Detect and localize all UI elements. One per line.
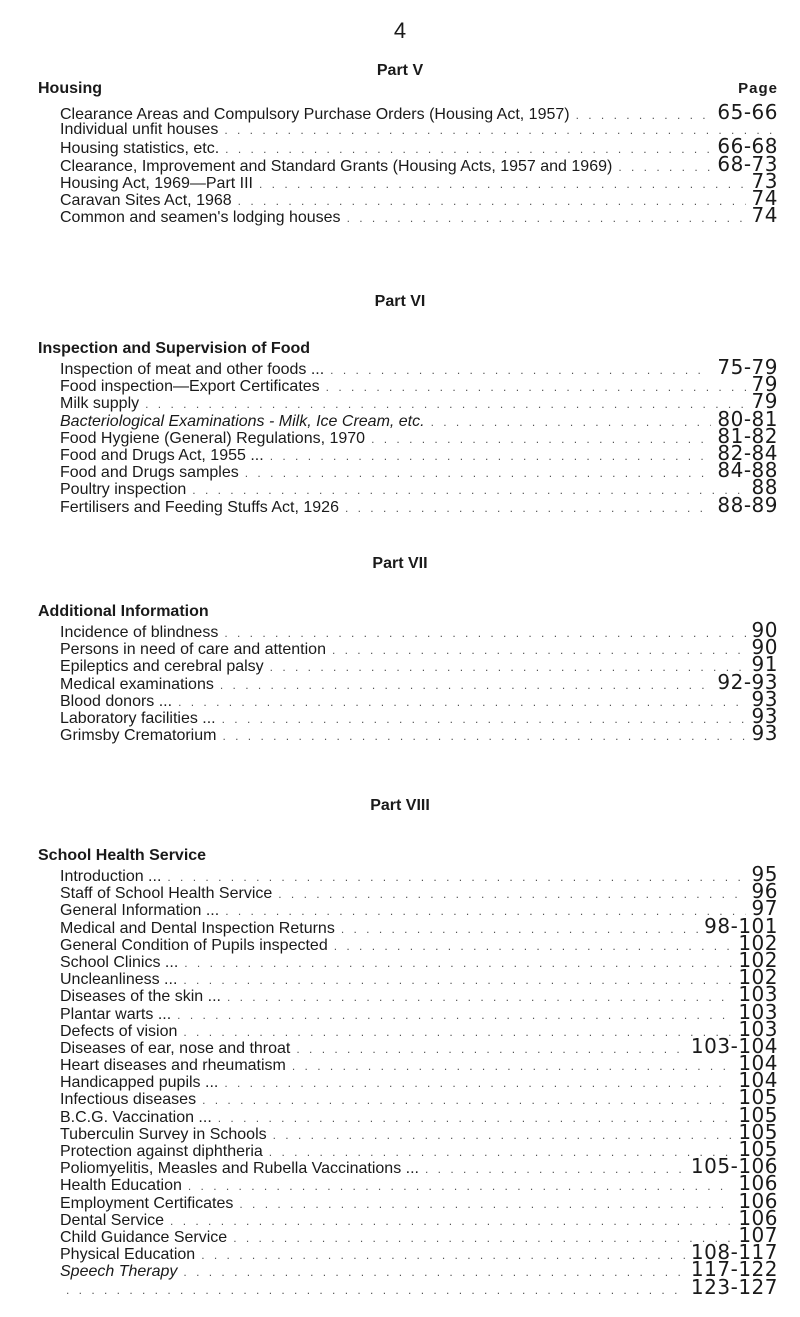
dot-leader: [224, 1075, 732, 1092]
dot-leader: [184, 955, 732, 972]
toc-entry-page: 98-101: [704, 913, 778, 938]
toc-entry-page: 88: [751, 475, 778, 500]
toc-entry-title: Medical examinations: [60, 675, 214, 693]
toc-entry: [60, 1222, 778, 1247]
page-column-label: Page: [738, 80, 778, 97]
toc-entry-title: Food Hygiene (General) Regulations, 1970: [60, 429, 366, 447]
toc-list-part-vi: [60, 355, 778, 517]
dot-leader: [326, 379, 746, 396]
dot-leader: [245, 465, 712, 482]
toc-entry-title: Introduction ...: [60, 868, 162, 885]
toc-entry-page: 103: [738, 982, 778, 1007]
toc-entry-title: Handicapped pupils ...: [60, 1074, 219, 1092]
dot-leader: [183, 1024, 732, 1041]
toc-entry: [60, 1240, 778, 1265]
dot-leader: [183, 1264, 685, 1281]
toc-entry: [60, 423, 778, 448]
toc-entry: [60, 121, 778, 138]
toc-entry-page: 93: [751, 686, 778, 711]
toc-entry-title: Dental Service: [60, 1211, 165, 1229]
section-heading: School Health Service: [38, 847, 207, 864]
dot-leader: [618, 159, 711, 176]
toc-entry: [60, 982, 778, 1007]
toc-entry-page: 66-68: [717, 134, 778, 159]
dot-leader: [238, 193, 746, 210]
toc-entry-title: Housing Act, 1969—Part III: [60, 174, 253, 192]
toc-entry-page: 117-122: [690, 1257, 778, 1282]
toc-entry: [60, 134, 778, 159]
toc-entry-title: Defects of vision: [60, 1022, 178, 1040]
toc-entry: [60, 458, 778, 483]
toc-entry-page: 106: [738, 1171, 778, 1196]
dot-leader: [292, 1058, 732, 1075]
dot-leader: [218, 1110, 733, 1127]
toc-entry: [60, 406, 778, 431]
part-heading: Part VI: [374, 293, 426, 310]
dot-leader: [183, 972, 732, 989]
toc-entry-page: 102: [738, 947, 778, 972]
toc-entry-page: 79: [751, 372, 778, 397]
toc-entry-title: Bacteriological Examinations - Milk, Ice Cream, etc.: [60, 412, 425, 430]
dot-leader: [170, 1213, 732, 1230]
toc-entry: [60, 913, 778, 938]
toc-entry-title: Individual unfit houses: [60, 121, 219, 139]
toc-entry-title: Food and Drugs Act, 1955 ...: [60, 446, 264, 464]
toc-entry: [60, 492, 778, 517]
dot-leader: [227, 989, 732, 1006]
toc-entry-title: Health Education: [60, 1177, 182, 1195]
toc-entry-title: Protection against diphtheria: [60, 1143, 263, 1160]
toc-entry: [60, 100, 778, 124]
toc-entry-page: 105-106: [690, 1154, 778, 1179]
toc-entry-title: Food inspection—Export Certificates: [60, 378, 320, 396]
toc-entry: [60, 703, 778, 728]
toc-entry-title: Grimsby Crematorium: [60, 727, 217, 745]
toc-entry-title: Staff of School Health Service: [60, 885, 273, 903]
toc-entry-page: 74: [751, 203, 778, 228]
toc-entry-page: 74: [751, 185, 778, 210]
dot-leader: [341, 921, 698, 938]
dot-leader: [220, 677, 712, 694]
dot-leader: [269, 1144, 733, 1161]
toc-entry-title: B.C.G. Vaccination ...: [60, 1108, 212, 1126]
toc-entry: [60, 389, 778, 414]
toc-entry-title: Diseases of the skin ...: [60, 988, 221, 1006]
toc-entry-page: 105: [738, 1102, 778, 1127]
dot-leader: [296, 1041, 685, 1058]
toc-entry: [60, 1205, 778, 1230]
toc-entry-page: 97: [751, 896, 778, 921]
dot-leader: [239, 1196, 732, 1213]
dot-leader: [222, 711, 746, 728]
section-heading: Housing: [38, 80, 102, 97]
dot-leader: [332, 642, 746, 659]
toc-entry: [60, 721, 778, 746]
dot-leader: [330, 362, 711, 379]
toc-entry-title: Caravan Sites Act, 1968: [60, 191, 232, 209]
dot-leader: [371, 431, 711, 448]
dot-leader: [202, 1092, 732, 1109]
toc-entry-title: Poultry inspection: [60, 481, 187, 499]
dot-leader: [178, 694, 745, 711]
dot-leader: [66, 1282, 685, 1299]
toc-entry-page: 79: [751, 389, 778, 414]
page-number: 4: [393, 18, 407, 43]
toc-entry-page: 106: [738, 1188, 778, 1213]
toc-entry: [60, 168, 778, 193]
toc-entry-title: Clearance Areas and Compulsory Purchase Orders (Housing Act, 1957): [60, 106, 570, 123]
toc-entry: [60, 1274, 778, 1299]
toc-entry: [60, 440, 778, 465]
toc-entry-title: Clearance, Improvement and Standard Grants (Housing Acts, 1957 and 1969): [60, 157, 613, 175]
toc-entry-title: Speech Therapy: [60, 1263, 178, 1281]
dot-leader: [201, 1247, 685, 1264]
toc-entry-title: Epileptics and cerebral palsy: [60, 658, 264, 676]
toc-entry-title: Diseases of ear, nose and throat: [60, 1039, 291, 1057]
toc-entry: [60, 862, 778, 886]
toc-entry: [60, 635, 778, 660]
toc-entry-page: 105: [738, 1085, 778, 1110]
dot-leader: [145, 396, 745, 413]
dot-leader: [225, 903, 745, 920]
toc-entry-page: 73: [751, 168, 778, 193]
toc-entry-page: 90: [751, 618, 778, 642]
toc-entry: [60, 1119, 778, 1144]
part-heading: Part V: [376, 62, 424, 79]
toc-entry: [60, 965, 778, 990]
toc-entry-title: Uncleanliness ...: [60, 971, 178, 989]
toc-entry: [60, 947, 778, 972]
toc-entry: [60, 1085, 778, 1110]
dot-leader: [425, 1161, 685, 1178]
toc-entry: [60, 896, 778, 921]
toc-entry-title: Housing statistics, etc.: [60, 140, 220, 158]
dot-leader: [270, 448, 712, 465]
toc-entry-page: 103-104: [690, 1033, 778, 1058]
toc-entry: [60, 1102, 778, 1127]
toc-entry: [60, 1171, 778, 1196]
toc-entry: [60, 475, 778, 500]
toc-entry-page: 90: [751, 635, 778, 660]
toc-entry-page: 93: [751, 703, 778, 728]
dot-leader: [192, 482, 745, 499]
section-heading: Inspection and Supervision of Food: [38, 340, 311, 357]
toc-entry-page: 81-82: [717, 423, 778, 448]
toc-entry-title: Inspection of meat and other foods ...: [60, 361, 325, 378]
toc-entry: [60, 1051, 778, 1076]
toc-entry-title: Milk supply: [60, 395, 140, 413]
toc-entry-page: 82-84: [717, 440, 778, 465]
dot-leader: [224, 122, 772, 139]
toc-entry-title: Common and seamen's lodging houses: [60, 209, 341, 227]
toc-entry: [60, 1137, 778, 1161]
toc-entry-page: 91: [751, 652, 778, 677]
toc-entry-title: School Clinics ...: [60, 953, 179, 971]
toc-entry-page: 75-79: [717, 355, 778, 379]
toc-entry-page: 84-88: [717, 458, 778, 483]
toc-entry-page: 104: [738, 1068, 778, 1093]
toc-entry-page: 93: [751, 721, 778, 746]
toc-entry: [60, 652, 778, 677]
toc-entry-title: Laboratory facilities ...: [60, 709, 216, 727]
section-heading: Additional Information: [38, 603, 209, 620]
toc-entry-page: 108-117: [690, 1240, 778, 1265]
toc-list-part-vii: [60, 618, 778, 746]
toc-entry: [60, 355, 778, 379]
toc-entry-page: 107: [738, 1222, 778, 1247]
dot-leader: [270, 659, 746, 676]
toc-entry-page: 104: [738, 1051, 778, 1076]
toc-entry-title: Employment Certificates: [60, 1194, 234, 1212]
toc-entry-page: 106: [738, 1205, 778, 1230]
toc-entry: [60, 372, 778, 397]
toc-entry-title: Infectious diseases: [60, 1091, 197, 1109]
toc-entry-title: Food and Drugs samples: [60, 464, 239, 482]
toc-entry: [60, 203, 778, 228]
toc-entry-title: General Condition of Pupils inspected: [60, 936, 328, 954]
toc-entry-page: 80-81: [717, 406, 778, 431]
dot-leader: [347, 210, 746, 227]
dot-leader: [345, 500, 711, 517]
toc-list-part-viii: [60, 862, 778, 1299]
toc-entry: [60, 999, 778, 1024]
toc-entry-page: 102: [738, 965, 778, 990]
toc-entry-title: Fertilisers and Feeding Stuffs Act, 1926: [60, 498, 339, 516]
dot-leader: [224, 625, 745, 642]
toc-entry: [60, 1033, 778, 1058]
toc-entry-page: 96: [751, 879, 778, 904]
dot-leader: [222, 728, 745, 745]
toc-entry-title: Heart diseases and rheumatism: [60, 1057, 286, 1075]
toc-entry: [60, 185, 778, 210]
dot-leader: [259, 176, 746, 193]
dot-leader: [225, 141, 711, 158]
toc-list-part-v: [60, 100, 778, 228]
toc-entry-page: 102: [738, 930, 778, 955]
toc-entry-page: 68-73: [717, 151, 778, 176]
toc-entry-title: Plantar warts ...: [60, 1005, 172, 1023]
dot-leader: [431, 414, 712, 431]
toc-entry-title: Incidence of blindness: [60, 624, 219, 641]
toc-entry-title: Medical and Dental Inspection Returns: [60, 919, 335, 937]
toc-entry: [60, 686, 778, 711]
toc-entry: [60, 1188, 778, 1213]
toc-entry-title: Child Guidance Service: [60, 1228, 228, 1246]
toc-entry: [60, 1257, 778, 1282]
toc-entry: [60, 1016, 778, 1041]
toc-entry-page: 88-89: [717, 492, 778, 517]
toc-entry-page: 103: [738, 999, 778, 1024]
toc-entry-page: 95: [751, 862, 778, 886]
toc-entry-page: 92-93: [717, 669, 778, 694]
toc-entry-page: 105: [738, 1119, 778, 1144]
toc-entry-title: Poliomyelitis, Measles and Rubella Vaccinations ...: [60, 1160, 419, 1178]
toc-entry: [60, 1068, 778, 1093]
dot-leader: [273, 1127, 733, 1144]
toc-entry: [60, 151, 778, 176]
dot-leader: [177, 1007, 732, 1024]
toc-entry-title: Tuberculin Survey in Schools: [60, 1125, 267, 1143]
part-heading: Part VII: [372, 555, 428, 572]
toc-entry: [60, 930, 778, 955]
toc-entry-page: 65-66: [717, 100, 778, 124]
toc-entry: [60, 669, 778, 694]
dot-leader: [188, 1178, 732, 1195]
toc-entry-page: 103: [738, 1016, 778, 1041]
toc-entry-title: Persons in need of care and attention: [60, 641, 326, 659]
toc-entry: [60, 879, 778, 904]
dot-leader: [233, 1230, 732, 1247]
toc-entry: [60, 618, 778, 642]
toc-entry-title: Blood donors ...: [60, 692, 173, 710]
toc-entry-page: 105: [738, 1137, 778, 1161]
dot-leader: [334, 938, 733, 955]
toc-entry-page: 123-127: [690, 1274, 778, 1299]
dot-leader: [278, 886, 745, 903]
dot-leader: [167, 869, 745, 886]
toc-entry-title: Physical Education: [60, 1246, 196, 1264]
part-heading: Part VIII: [370, 797, 430, 814]
toc-entry-title: General Information ...: [60, 902, 220, 920]
